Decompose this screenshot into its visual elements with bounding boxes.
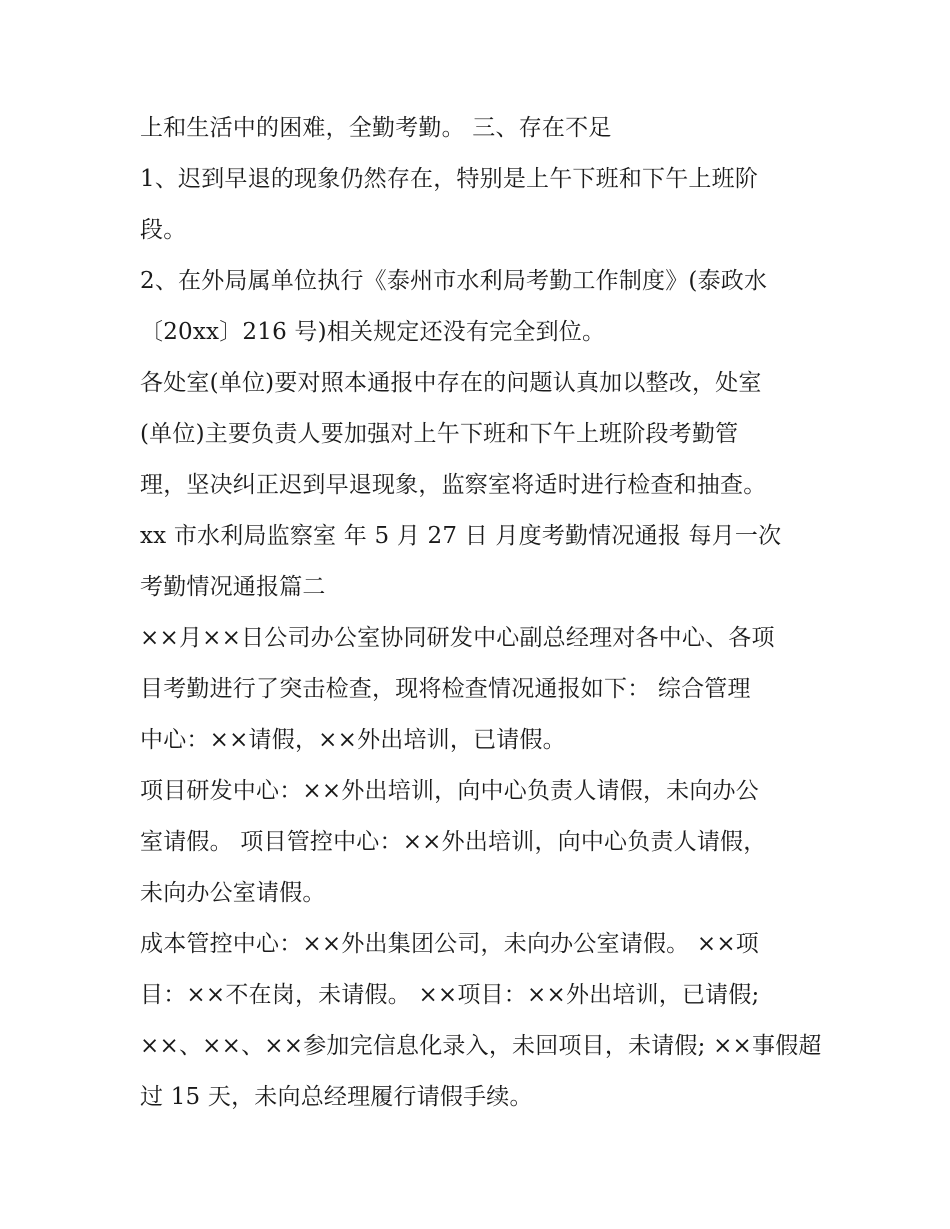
text-line: 室请假。 项目管控中心：××外出培训，向中心负责人请假， (140, 829, 767, 855)
text-line: 目考勤进行了突击检查，现将检查情况通报如下： 综合管理 (140, 676, 751, 702)
text-line: 考勤情况通报篇二 (140, 574, 326, 600)
text-line: ××月××日公司办公室协同研发中心副总经理对各中心、各项 (140, 625, 775, 651)
text-line: ××、××、××参加完信息化录入，未回项目，未请假; ××事假超 (140, 1033, 822, 1059)
text-line: 1、迟到早退的现象仍然存在，特别是上午下班和下午上班阶 (140, 166, 759, 192)
text-line: 中心：××请假，××外出培训，已请假。 (140, 727, 566, 753)
text-line: (单位)主要负责人要加强对上午下班和下午上班阶段考勤管 (140, 421, 739, 447)
text-line: 段。 (140, 217, 187, 243)
text-line: 〔20xx〕216 号)相关规定还没有完全到位。 (140, 319, 606, 345)
text-line: 目：××不在岗，未请假。 ××项目：××外出培训，已请假; (140, 982, 760, 1008)
text-line: xx 市水利局监察室 年 5 月 27 日 月度考勤情况通报 每月一次 (140, 523, 782, 549)
text-line: 未向办公室请假。 (140, 880, 326, 906)
text-line: 理，坚决纠正迟到早退现象，监察室将适时进行检查和抽查。 (140, 472, 767, 498)
text-line: 成本管控中心：××外出集团公司，未向办公室请假。 ××项 (140, 931, 759, 957)
text-line: 各处室(单位)要对照本通报中存在的问题认真加以整改，处室 (140, 370, 762, 396)
text-line: 上和生活中的困难，全勤考勤。 三、存在不足 (140, 115, 612, 141)
document-body (140, 103, 830, 1123)
text-line: 项目研发中心：××外出培训，向中心负责人请假，未向办公 (140, 778, 759, 804)
text-line: 2、在外局属单位执行《泰州市水利局考勤工作制度》(泰政水 (140, 268, 768, 294)
text-line: 过 15 天，未向总经理履行请假手续。 (140, 1084, 533, 1110)
